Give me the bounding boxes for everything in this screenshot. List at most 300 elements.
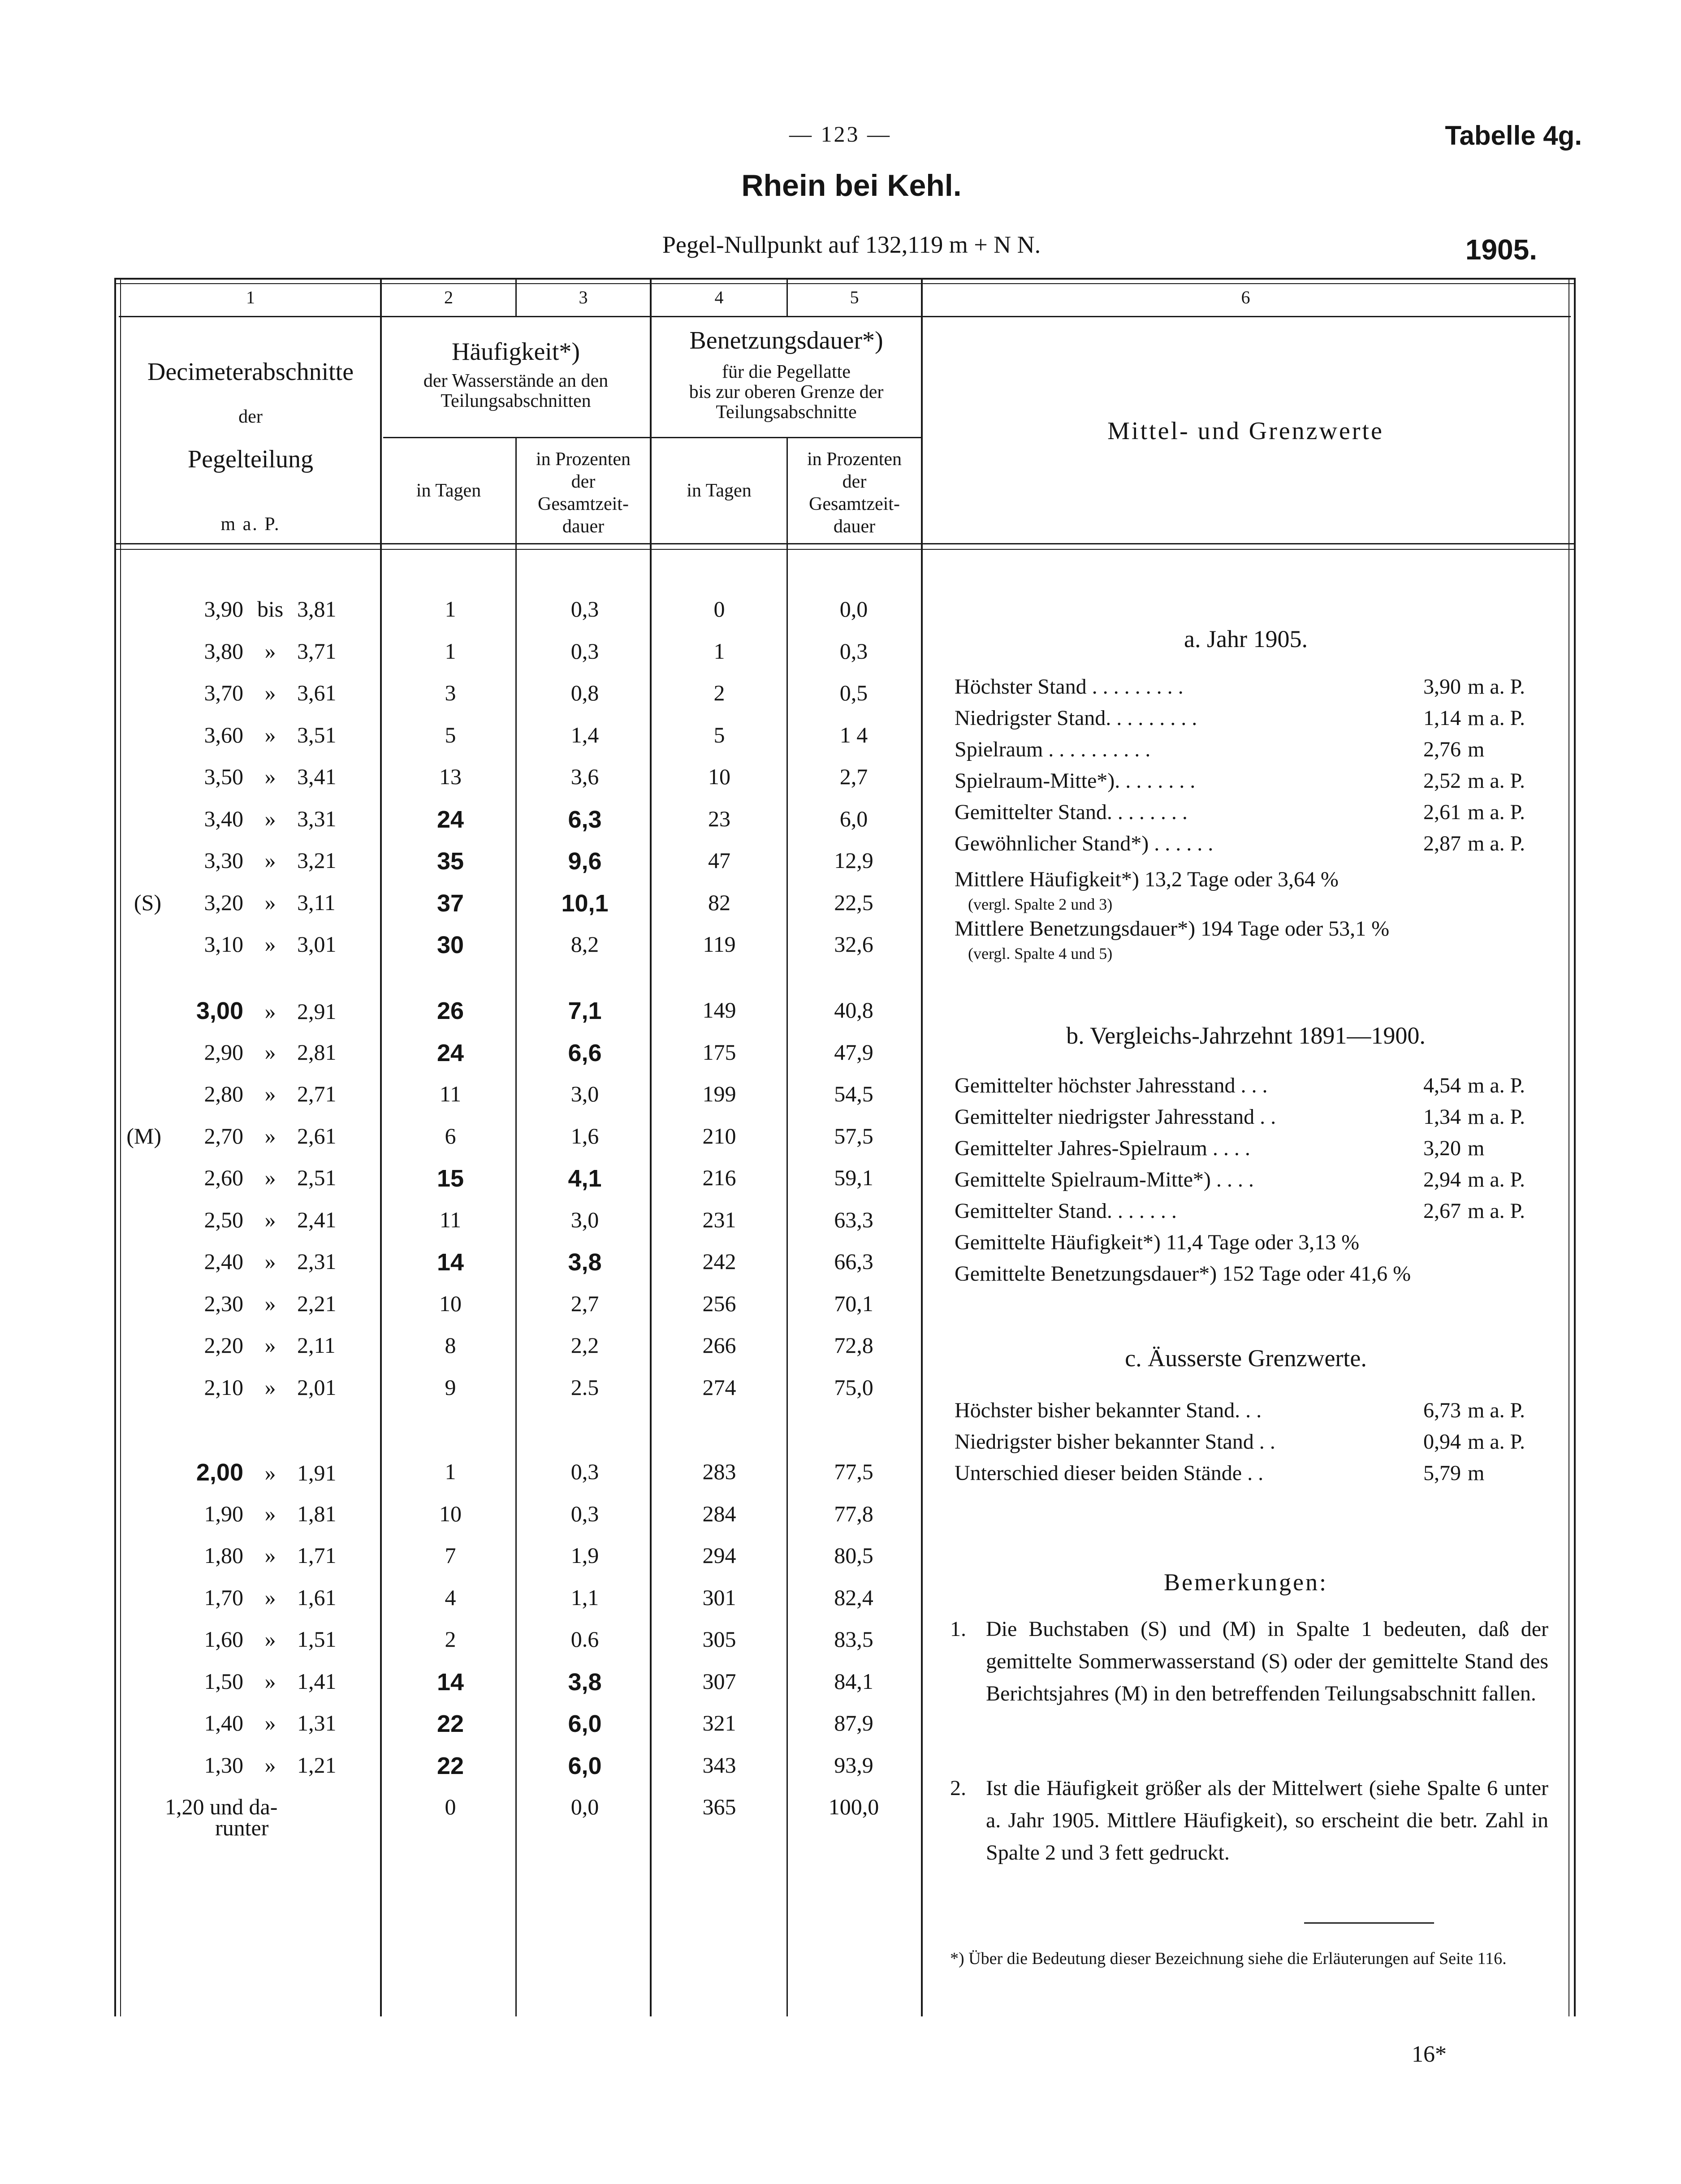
stat-unit: m a. P.	[1468, 769, 1525, 793]
cell-wet-pct: 80,5	[834, 1543, 873, 1568]
cell-days: 35	[436, 848, 464, 875]
stat-value: 6,73	[1423, 1398, 1461, 1422]
table-row	[0, 806, 932, 842]
range-to: 2,91	[297, 999, 337, 1024]
range-to: 2,41	[297, 1207, 337, 1232]
range-cell	[121, 1752, 381, 1778]
range-to: 2,81	[297, 1040, 337, 1065]
range-from: 2,40	[204, 1249, 243, 1274]
stat-value: 2,52	[1423, 769, 1461, 793]
cell-days: 0	[445, 1794, 456, 1819]
range-cell	[121, 1459, 381, 1486]
cell-wet-pct: 0,3	[839, 639, 868, 664]
cell-pct: 3,8	[568, 1249, 602, 1276]
range-from: 2,90	[204, 1040, 243, 1065]
range-to: 1,51	[297, 1627, 337, 1652]
cell-wet-days: 216	[702, 1165, 736, 1190]
range-cell	[121, 1332, 381, 1358]
cell-wet-days: 23	[708, 806, 730, 831]
stat-unit: m a. P.	[1468, 675, 1525, 699]
stat-value: 2,61	[1423, 800, 1461, 824]
range-sep: »	[264, 1207, 276, 1232]
section-b-wetting: Gemittelte Benetzungsdauer*) 152 Tage oder 41,6 %	[955, 1262, 1411, 1286]
footnote: *) Über die Bedeutung dieser Bezeichnung siehe die Erläuterungen auf Seite 116.	[950, 1949, 1507, 1968]
range-cell	[121, 847, 381, 873]
cell-pct: 0,3	[570, 1501, 599, 1526]
cell-wet-pct: 6,0	[839, 806, 868, 831]
cell-days: 22	[436, 1710, 464, 1737]
range-sep: »	[264, 1669, 276, 1694]
stat-value: 2,67	[1423, 1199, 1461, 1223]
range-from: 1,80	[204, 1543, 243, 1568]
stat-label: Gemittelte Spielraum-Mitte*) . . . .	[955, 1168, 1254, 1191]
range-to: 1,71	[297, 1543, 337, 1568]
colnum-3: 3	[579, 287, 588, 307]
cell-wet-pct: 100,0	[828, 1794, 879, 1819]
range-to: 3,11	[297, 890, 336, 915]
range-cell	[121, 596, 381, 622]
col1-header-der: der	[238, 406, 263, 427]
range-sep: »	[264, 806, 276, 831]
range-sep: »	[264, 764, 276, 789]
frequency-header-sub2: Teilungsabschnitten	[441, 391, 591, 411]
stat-label: Niedrigster bisher bekannter Stand . .	[955, 1430, 1275, 1454]
cell-pct: 0,8	[570, 680, 599, 705]
table-row	[0, 889, 932, 925]
section-b-item	[955, 1199, 1551, 1230]
cell-wet-pct: 54,5	[834, 1081, 873, 1106]
range-cell	[121, 806, 381, 832]
cell-pct: 6,0	[568, 1710, 602, 1737]
range-to: 3,51	[297, 722, 337, 747]
cell-pct: 0,3	[570, 1459, 599, 1484]
section-a-wetting-note: (vergl. Spalte 4 und 5)	[968, 945, 1113, 963]
range-to: 2,51	[297, 1165, 337, 1190]
section-a-item	[955, 706, 1551, 737]
table-row	[0, 847, 932, 883]
stat-value: 3,90	[1423, 675, 1461, 699]
cell-pct: 2,2	[570, 1333, 599, 1358]
cell-days: 30	[436, 932, 464, 958]
range-cell	[121, 680, 381, 706]
colnum-2: 2	[444, 287, 453, 307]
col4-header: in Tagen	[687, 480, 752, 501]
range-from: 3,10	[204, 932, 243, 957]
stat-label: Gemittelter Jahres-Spielraum . . . .	[955, 1136, 1250, 1160]
cell-wet-days: 119	[703, 932, 736, 957]
cell-days: 7	[445, 1543, 456, 1568]
cell-wet-days: 266	[702, 1333, 736, 1358]
cell-pct: 4,1	[568, 1165, 602, 1192]
cell-pct: 1,9	[570, 1543, 599, 1568]
range-from: 2,60	[204, 1165, 243, 1190]
range-sep: »	[264, 1501, 276, 1526]
stat-unit: m a. P.	[1468, 1168, 1525, 1191]
range-from: 1,40	[204, 1710, 243, 1735]
cell-wet-days: 210	[702, 1123, 736, 1148]
table-row	[0, 1542, 932, 1578]
colnum-6: 6	[1241, 287, 1250, 307]
col3-header: in Prozenten der Gesamtzeit- dauer	[536, 449, 631, 537]
stat-label: Höchster bisher bekannter Stand. . .	[955, 1398, 1262, 1422]
table-row	[0, 1165, 932, 1200]
stat-label: Gemittelter höchster Jahresstand . . .	[955, 1074, 1268, 1097]
wetting-header-sub3: Teilungsabschnitte	[716, 402, 857, 423]
frequency-header-sub1: der Wasserstände an den	[423, 371, 609, 391]
table-row	[0, 1123, 932, 1159]
table-row	[0, 596, 932, 632]
range-sep: »	[264, 1123, 276, 1148]
section-b-item	[955, 1105, 1551, 1136]
section-a-frequency-note: (vergl. Spalte 2 und 3)	[968, 895, 1113, 913]
wetting-header-title: Benetzungsdauer*)	[689, 327, 883, 354]
stat-label: Unterschied dieser beiden Stände . .	[955, 1461, 1264, 1485]
cell-wet-days: 343	[702, 1752, 736, 1778]
cell-wet-pct: 0,5	[839, 680, 868, 705]
section-b-title: b. Vergleichs-Jahrzehnt 1891—1900.	[1066, 1022, 1426, 1049]
cell-days: 11	[439, 1207, 462, 1232]
cell-days: 3	[445, 680, 456, 705]
range-from: 1,90	[204, 1501, 243, 1526]
cell-pct: 6,3	[568, 806, 602, 833]
cell-pct: 3,0	[570, 1081, 599, 1106]
section-a-item	[955, 737, 1551, 768]
cell-wet-pct: 77,8	[834, 1501, 873, 1526]
cell-pct: 2,7	[570, 1291, 599, 1316]
cell-pct: 1,4	[570, 722, 599, 747]
col6-header: Mittel- und Grenzwerte	[1107, 417, 1384, 445]
stat-value: 2,94	[1423, 1168, 1461, 1191]
cell-wet-days: 10	[708, 764, 730, 789]
range-from: 1,20 und da-	[165, 1794, 278, 1819]
range-sep: »	[264, 1333, 276, 1358]
range-sep: »	[264, 1165, 276, 1190]
stat-label: Spielraum-Mitte*). . . . . . . .	[955, 769, 1196, 793]
table-row	[0, 1291, 932, 1326]
cell-days: 26	[436, 997, 464, 1024]
range-from: 3,80	[204, 639, 243, 664]
cell-wet-pct: 1 4	[839, 722, 868, 747]
cell-wet-pct: 40,8	[834, 997, 873, 1023]
range-to: 2,61	[297, 1123, 337, 1148]
range-cell	[121, 764, 381, 790]
col5-header: in Prozenten der Gesamtzeit- dauer	[807, 449, 902, 537]
remark-2: 2. Ist die Häufigkeit größer als der Mittelwert (siehe Spalte 6 unter a. Jahr 1905. Mittlere Häufigkeit), so erscheint die betr. Zahl in Spalte 2 und 3 fett gedruckt.	[950, 1776, 1548, 1865]
stat-value: 3,20	[1423, 1136, 1461, 1160]
range-sep: »	[264, 1710, 276, 1735]
cell-wet-days: 301	[702, 1585, 736, 1610]
range-cell	[121, 1710, 381, 1736]
range-sep: »	[264, 1249, 276, 1274]
cell-days: 24	[436, 806, 464, 833]
cell-wet-days: 305	[702, 1627, 736, 1652]
cell-wet-pct: 87,9	[834, 1710, 873, 1735]
cell-pct: 8,2	[570, 932, 599, 957]
range-to: 1,61	[297, 1585, 337, 1610]
range-cell	[121, 1248, 381, 1274]
table-row	[0, 1081, 932, 1117]
table-row	[0, 1207, 932, 1243]
cell-wet-pct: 75,0	[834, 1375, 873, 1400]
cell-days: 2	[445, 1627, 456, 1652]
range-sep: »	[264, 848, 276, 873]
range-from: 3,70	[204, 680, 243, 705]
cell-wet-pct: 70,1	[834, 1291, 873, 1316]
stat-label: Gemittelter niedrigster Jahresstand . .	[955, 1105, 1276, 1129]
cell-wet-pct: 77,5	[834, 1459, 873, 1484]
range-from: 1,50	[204, 1669, 243, 1694]
range-sep: »	[264, 1460, 276, 1485]
stat-value: 1,34	[1423, 1105, 1461, 1129]
range-to: 3,41	[297, 764, 337, 789]
range-cell	[121, 1501, 381, 1527]
cell-days: 5	[445, 722, 456, 747]
cell-wet-pct: 2,7	[839, 764, 868, 789]
cell-pct: 6,0	[568, 1752, 602, 1779]
cell-wet-days: 321	[702, 1710, 736, 1735]
range-cell	[121, 1668, 381, 1694]
cell-pct: 10,1	[561, 890, 609, 917]
cell-wet-days: 242	[702, 1249, 736, 1274]
stat-value: 2,76	[1423, 738, 1461, 761]
cell-wet-days: 199	[702, 1081, 736, 1106]
cell-wet-pct: 59,1	[834, 1165, 873, 1190]
cell-wet-pct: 83,5	[834, 1627, 873, 1652]
range-to: 3,71	[297, 639, 337, 664]
stat-label: Niedrigster Stand. . . . . . . . .	[955, 706, 1197, 730]
cell-wet-days: 47	[708, 848, 730, 873]
range-sep: bis	[257, 596, 284, 622]
cell-wet-days: 294	[702, 1543, 736, 1568]
range-to: 2,31	[297, 1249, 337, 1274]
range-cell	[121, 638, 381, 664]
stat-label: Höchster Stand . . . . . . . . .	[955, 675, 1184, 699]
table-row	[0, 1374, 932, 1410]
range-to: 2,71	[297, 1081, 337, 1106]
cell-wet-days: 365	[702, 1794, 736, 1819]
range-cell	[121, 1291, 381, 1316]
range-sep: »	[264, 1752, 276, 1778]
cell-days: 14	[436, 1249, 464, 1276]
cell-wet-days: 307	[702, 1669, 736, 1694]
table-row	[0, 1248, 932, 1284]
cell-wet-days: 256	[702, 1291, 736, 1316]
frequency-header-title: Häufigkeit*)	[451, 338, 580, 366]
section-b-item	[955, 1073, 1551, 1105]
cell-wet-pct: 93,9	[834, 1752, 873, 1778]
cell-pct: 0,3	[570, 596, 599, 622]
remarks-title: Bemerkungen:	[1164, 1569, 1328, 1596]
cell-days: 13	[439, 764, 462, 789]
range-from: 3,40	[204, 806, 243, 831]
range-sep: »	[264, 1627, 276, 1652]
cell-pct: 3,6	[570, 764, 599, 789]
range-cell	[121, 1626, 381, 1652]
cell-wet-days: 82	[708, 890, 730, 915]
stat-label: Spielraum . . . . . . . . . .	[955, 738, 1151, 761]
range-to: 3,21	[297, 848, 337, 873]
cell-wet-days: 175	[702, 1040, 736, 1065]
range-sep: »	[264, 890, 276, 915]
range-from: 2,10	[204, 1375, 243, 1400]
col1-header-unit: m a. P.	[220, 514, 281, 535]
range-to: 3,01	[297, 932, 337, 957]
stat-unit: m a. P.	[1468, 706, 1525, 730]
range-sep: »	[264, 932, 276, 957]
table-row	[0, 1584, 932, 1620]
table-row	[0, 931, 932, 967]
cell-wet-days: 231	[702, 1207, 736, 1232]
cell-pct: 0,3	[570, 639, 599, 664]
stat-label: Gemittelter Stand. . . . . . . .	[955, 800, 1188, 824]
range-from: 3,20	[204, 890, 243, 915]
range-to: 1,31	[297, 1710, 337, 1735]
table-row	[0, 1459, 932, 1494]
table-row	[0, 1332, 932, 1368]
stat-unit: m	[1468, 1136, 1485, 1160]
section-b-item	[955, 1136, 1551, 1167]
range-cell	[121, 722, 381, 748]
range-to: 3,31	[297, 806, 337, 831]
range-to: 2,11	[297, 1333, 336, 1358]
range-to: 2,01	[297, 1375, 337, 1400]
cell-days: 37	[436, 890, 464, 917]
range-cell	[121, 1039, 381, 1065]
section-a-wetting: Mittlere Benetzungsdauer*) 194 Tage oder 53,1 %	[955, 917, 1390, 941]
cell-days: 4	[445, 1585, 456, 1610]
range-from: 1,30	[204, 1752, 243, 1778]
wetting-header-sub1: für die Pegellatte	[722, 362, 851, 382]
cell-days: 10	[439, 1501, 462, 1526]
stat-unit: m a. P.	[1468, 800, 1525, 824]
range-to: 3,61	[297, 680, 337, 705]
stat-unit: m a. P.	[1468, 1074, 1525, 1097]
table-row	[0, 1710, 932, 1746]
range-sep: »	[264, 639, 276, 664]
range-from: 1,60	[204, 1627, 243, 1652]
range-sep: »	[264, 680, 276, 705]
cell-pct: 0.6	[570, 1627, 599, 1652]
cell-days: 1	[445, 596, 456, 622]
col1-header-title: Decimeterabschnitte	[147, 358, 354, 386]
range-sep: »	[264, 999, 276, 1024]
cell-days: 14	[436, 1669, 464, 1696]
colnum-1: 1	[246, 287, 255, 307]
range-to: 1,91	[297, 1460, 337, 1485]
cell-days: 10	[439, 1291, 462, 1316]
year-label: 1905.	[1465, 233, 1537, 266]
gauge-zero-point: Pegel-Nullpunkt auf 132,119 m + N N.	[662, 231, 1041, 258]
cell-wet-pct: 47,9	[834, 1040, 873, 1065]
range-from: 2,00	[196, 1459, 243, 1486]
cell-wet-pct: 22,5	[834, 890, 873, 915]
range-sep: »	[264, 1543, 276, 1568]
cell-wet-pct: 72,8	[834, 1333, 873, 1358]
cell-days: 15	[436, 1165, 464, 1192]
table-row	[0, 997, 932, 1033]
cell-pct: 0,0	[570, 1794, 599, 1819]
stat-value: 4,54	[1423, 1074, 1461, 1097]
range-sep: »	[264, 1291, 276, 1316]
cell-days: 6	[445, 1123, 456, 1148]
range-cell	[121, 997, 381, 1025]
section-c-item	[955, 1461, 1551, 1492]
range-cell	[121, 1542, 381, 1568]
stat-unit: m	[1468, 1461, 1485, 1485]
section-c-item	[955, 1429, 1551, 1461]
range-cell	[121, 1123, 381, 1149]
cell-wet-pct: 82,4	[834, 1585, 873, 1610]
cell-wet-pct: 84,1	[834, 1669, 873, 1694]
table-row	[0, 1626, 932, 1662]
range-from: 3,60	[204, 722, 243, 747]
last-row-continuation: runter	[215, 1815, 269, 1840]
section-a-item	[955, 674, 1551, 706]
remark-1: 1. Die Buchstaben (S) und (M) in Spalte 1 bedeuten, daß der gemittelte Sommerwasserstand (S) oder der gemittelte Stand des Berichtsjahres (M) in den betreffenden Teilungsabschnitt fallen.	[950, 1617, 1548, 1705]
stat-label: Gemittelter Stand. . . . . . .	[955, 1199, 1177, 1223]
page-number: — 123 —	[789, 121, 891, 147]
cell-wet-days: 149	[702, 997, 736, 1023]
range-sep: »	[264, 722, 276, 747]
range-from: 2,50	[204, 1207, 243, 1232]
table-row	[0, 1039, 932, 1075]
section-b-item	[955, 1167, 1551, 1199]
section-a-item	[955, 800, 1551, 831]
range-sep: »	[264, 1040, 276, 1065]
stat-value: 2,87	[1423, 832, 1461, 855]
range-cell	[121, 1165, 381, 1191]
table-row	[0, 680, 932, 716]
cell-days: 24	[436, 1040, 464, 1066]
range-to: 1,81	[297, 1501, 337, 1526]
range-cell	[121, 1081, 381, 1107]
footnote-divider	[1304, 1922, 1434, 1924]
range-to: 1,41	[297, 1669, 337, 1694]
range-cell	[121, 1584, 381, 1610]
table-row	[0, 1794, 932, 1830]
stat-unit: m a. P.	[1468, 1105, 1525, 1129]
cell-wet-pct: 32,6	[834, 932, 873, 957]
section-c-item	[955, 1398, 1551, 1429]
range-cell	[121, 889, 381, 915]
range-lead: (S)	[134, 890, 161, 915]
range-from: 3,50	[204, 764, 243, 789]
table-row	[0, 764, 932, 799]
range-sep: »	[264, 1375, 276, 1400]
cell-days: 22	[436, 1752, 464, 1779]
section-c-title: c. Äusserste Grenzwerte.	[1125, 1345, 1367, 1372]
page-footer: 16*	[1412, 2042, 1447, 2067]
cell-days: 11	[439, 1081, 462, 1106]
cell-pct: 3,8	[568, 1669, 602, 1696]
cell-wet-days: 284	[702, 1501, 736, 1526]
cell-days: 1	[445, 1459, 456, 1484]
range-lead: (M)	[126, 1123, 161, 1148]
range-cell	[121, 931, 381, 957]
col2-header: in Tagen	[416, 480, 481, 501]
range-from: 2,20	[204, 1333, 243, 1358]
stat-unit: m a. P.	[1468, 1430, 1525, 1454]
range-sep: »	[264, 1081, 276, 1106]
colnum-5: 5	[850, 287, 859, 307]
range-from: 1,70	[204, 1585, 243, 1610]
stat-value: 1,14	[1423, 706, 1461, 730]
table-row	[0, 1752, 932, 1788]
stat-unit: m	[1468, 738, 1485, 761]
cell-wet-pct: 12,9	[834, 848, 873, 873]
stat-unit: m a. P.	[1468, 832, 1525, 855]
range-cell	[121, 1374, 381, 1400]
